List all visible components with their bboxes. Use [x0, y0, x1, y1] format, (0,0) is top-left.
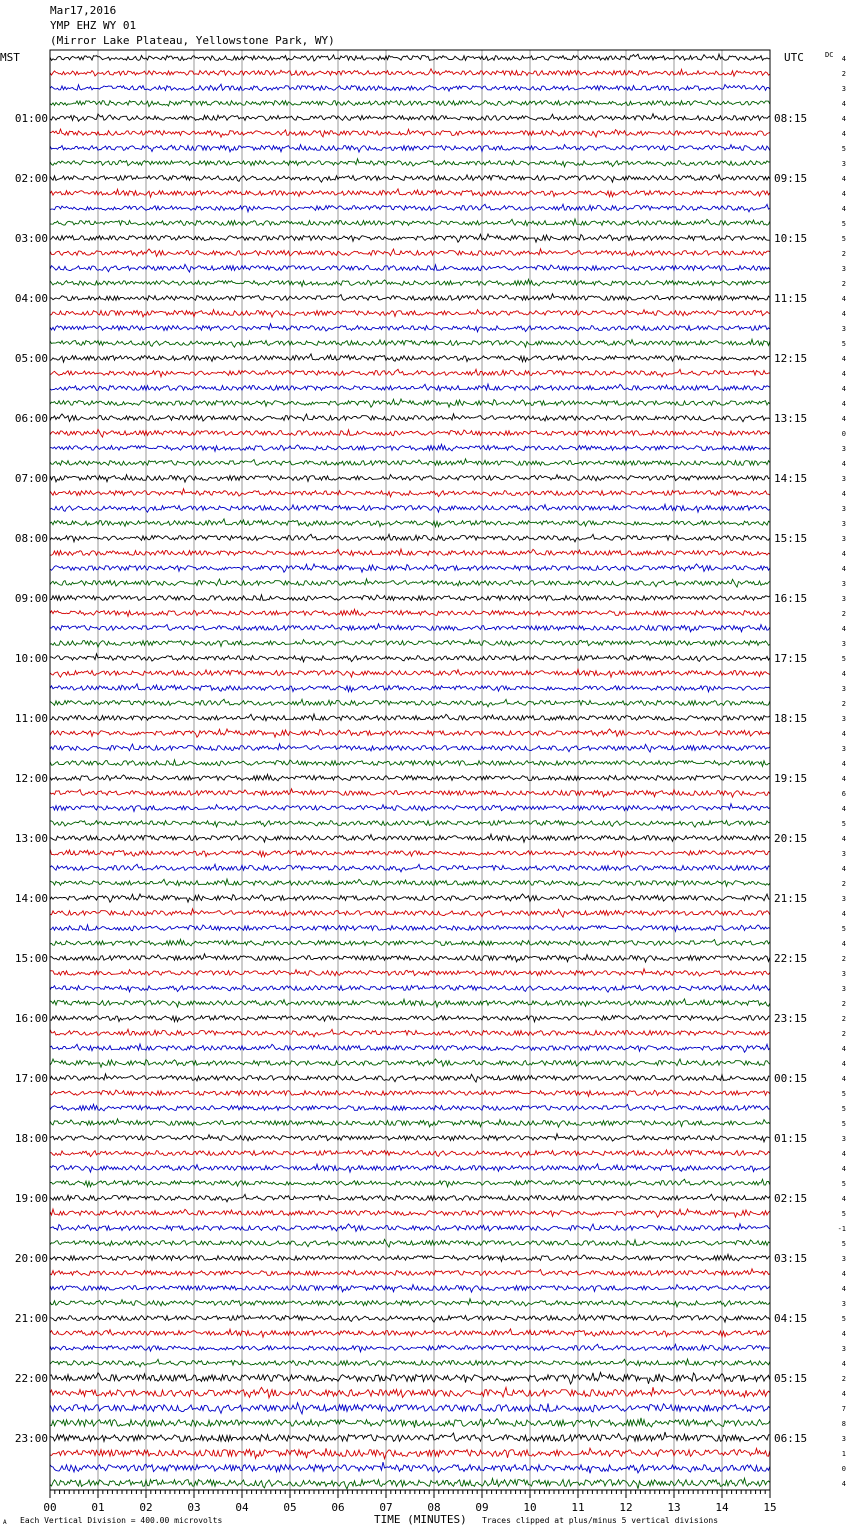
seismic-trace	[50, 1104, 770, 1111]
dc-offset-label: 4	[841, 1165, 846, 1173]
dc-offset-label: 4	[841, 295, 846, 303]
dc-label: DC	[825, 51, 834, 59]
seismic-trace	[50, 821, 770, 828]
dc-offset-label: 5	[841, 925, 846, 933]
mst-hour-label: 13:00	[14, 832, 48, 845]
mst-label: MST	[0, 51, 20, 64]
x-tick-label: 05	[283, 1501, 297, 1514]
dc-offset-label: 2	[841, 955, 846, 963]
mst-hour-label: 14:00	[14, 892, 48, 905]
dc-offset-label: 5	[841, 1210, 846, 1218]
seismic-trace	[50, 1359, 770, 1367]
dc-offset-label: 3	[841, 535, 846, 543]
mst-hour-label: 03:00	[14, 232, 48, 245]
seismic-trace	[50, 354, 770, 362]
dc-offset-label: 4	[841, 1075, 846, 1083]
seismic-trace	[50, 1179, 770, 1187]
header-station: YMP EHZ WY 01	[50, 19, 137, 32]
seismic-trace	[50, 384, 770, 391]
dc-offset-label: 3	[841, 505, 846, 513]
seismic-trace	[50, 101, 770, 107]
seismic-trace	[50, 549, 770, 556]
seismic-trace	[50, 669, 770, 677]
seismic-trace	[50, 849, 770, 857]
seismic-trace	[50, 1164, 770, 1172]
seismic-trace	[50, 969, 770, 976]
mst-hour-label: 10:00	[14, 652, 48, 665]
dc-offset-label: 6	[841, 790, 846, 798]
seismic-trace	[50, 219, 770, 226]
seismic-trace	[50, 774, 770, 781]
footer-small-mark: A	[3, 1519, 7, 1526]
x-tick-label: 09	[475, 1501, 489, 1514]
seismic-trace	[50, 234, 770, 242]
mst-hour-label: 01:00	[14, 112, 48, 125]
utc-hour-label: 05:15	[774, 1372, 808, 1385]
seismic-trace	[50, 459, 770, 466]
dc-offset-label: 4	[841, 205, 846, 213]
seismic-trace	[50, 609, 770, 616]
dc-offset-label: 2	[841, 1030, 846, 1038]
dc-offset-label: 3	[841, 895, 846, 903]
utc-hour-label: 17:15	[774, 652, 808, 665]
dc-offset-label: 4	[841, 370, 846, 378]
mst-hour-label: 06:00	[14, 412, 48, 425]
mst-hour-label: 09:00	[14, 592, 48, 605]
utc-hour-label: 00:15	[774, 1072, 808, 1085]
dc-offset-label: 4	[841, 1270, 846, 1278]
utc-label: UTC	[784, 51, 804, 64]
seismic-trace	[50, 369, 770, 377]
x-tick-label: 07	[379, 1501, 393, 1514]
mst-hour-label: 23:00	[14, 1432, 48, 1445]
seismic-trace	[50, 864, 770, 872]
mst-hour-label: 08:00	[14, 532, 48, 545]
dc-offset-label: 0	[841, 1465, 846, 1473]
clip-note: Traces clipped at plus/minus 5 vertical divisions	[482, 1516, 719, 1525]
seismic-trace	[50, 699, 770, 707]
mst-hour-label: 21:00	[14, 1312, 48, 1325]
utc-hour-label: 09:15	[774, 172, 808, 185]
dc-offset-label: 3	[841, 85, 846, 93]
dc-offset-label: 2	[841, 700, 846, 708]
seismic-trace	[50, 534, 770, 542]
seismic-trace	[50, 1462, 770, 1473]
dc-offset-label: 3	[841, 160, 846, 168]
x-tick-label: 12	[619, 1501, 633, 1514]
seismic-trace	[50, 1209, 770, 1217]
utc-hour-label: 21:15	[774, 892, 808, 905]
dc-offset-label: -1	[837, 1225, 846, 1233]
utc-hour-label: 18:15	[774, 712, 808, 725]
seismic-trace	[50, 1344, 770, 1352]
utc-hour-label: 08:15	[774, 112, 808, 125]
seismic-trace	[50, 1448, 770, 1459]
dc-offset-label: 3	[841, 445, 846, 453]
seismic-trace	[50, 159, 770, 167]
x-tick-label: 01	[91, 1501, 105, 1514]
seismic-trace	[50, 475, 770, 483]
scale-note: Each Vertical Division = 400.00 microvolts	[20, 1516, 223, 1525]
dc-offset-label: 4	[841, 1480, 846, 1488]
mst-hour-labels	[15, 112, 48, 1445]
seismic-trace	[50, 84, 770, 91]
dc-offset-label: 4	[841, 355, 846, 363]
seismic-trace	[50, 249, 770, 257]
seismic-trace	[50, 504, 770, 512]
seismic-trace	[50, 1329, 770, 1337]
seismic-trace	[50, 1254, 770, 1261]
seismic-trace	[50, 1194, 770, 1202]
dc-offset-label: 3	[841, 685, 846, 693]
dc-offset-label: 4	[841, 775, 846, 783]
mst-hour-label: 17:00	[14, 1072, 48, 1085]
header-date: Mar17,2016	[50, 4, 117, 17]
dc-offset-label: 5	[841, 1180, 846, 1188]
dc-offset-label: 3	[841, 970, 846, 978]
seismic-trace	[50, 999, 770, 1007]
dc-offset-label: 4	[841, 115, 846, 123]
dc-offset-label: 4	[841, 865, 846, 873]
seismic-trace	[50, 939, 770, 946]
seismic-trace	[50, 624, 770, 632]
dc-offset-label: 5	[841, 820, 846, 828]
seismic-trace	[50, 145, 770, 153]
dc-offset-label: 5	[841, 1315, 846, 1323]
mst-hour-label: 20:00	[14, 1252, 48, 1265]
dc-offset-label: 4	[841, 1360, 846, 1368]
dc-offset-label: 4	[841, 1330, 846, 1338]
seismic-trace	[50, 175, 770, 183]
seismic-trace	[50, 1299, 770, 1307]
utc-hour-labels	[774, 112, 807, 1445]
dc-offset-label: 4	[841, 670, 846, 678]
dc-offset-label: 2	[841, 280, 846, 288]
dc-offset-label: 2	[841, 1015, 846, 1023]
utc-hour-label: 02:15	[774, 1192, 808, 1205]
seismic-trace	[50, 189, 770, 197]
seismic-trace	[50, 954, 770, 962]
seismic-trace	[50, 1372, 770, 1384]
seismic-trace	[50, 744, 770, 752]
dc-offset-label: 4	[841, 835, 846, 843]
seismic-trace	[50, 294, 770, 301]
seismic-trace	[50, 595, 770, 601]
dc-offset-label: 3	[841, 745, 846, 753]
x-axis	[43, 1490, 776, 1514]
utc-hour-label: 06:15	[774, 1432, 808, 1445]
dc-offset-label: 2	[841, 1000, 846, 1008]
seismic-trace	[50, 1432, 770, 1441]
seismic-trace	[50, 1016, 770, 1022]
dc-offset-label: 4	[841, 1060, 846, 1068]
dc-offset-label: 4	[841, 1285, 846, 1293]
utc-hour-label: 16:15	[774, 592, 808, 605]
x-tick-label: 03	[187, 1501, 201, 1514]
x-tick-label: 04	[235, 1501, 249, 1514]
dc-offset-label: 3	[841, 595, 846, 603]
seismic-trace	[50, 339, 770, 347]
dc-offset-label: 8	[841, 1420, 846, 1428]
dc-offset-label: 5	[841, 1105, 846, 1113]
dc-offset-label: 0	[841, 430, 846, 438]
dc-offset-label: 5	[841, 1090, 846, 1098]
dc-offset-label: 3	[841, 985, 846, 993]
x-tick-label: 10	[523, 1501, 537, 1514]
dc-offset-label: 4	[841, 1195, 846, 1203]
seismic-trace	[50, 1403, 770, 1414]
seismic-trace	[50, 1090, 770, 1096]
dc-offset-label: 5	[841, 145, 846, 153]
dc-offset-label: 4	[841, 1045, 846, 1053]
dc-offset-label: 5	[841, 1120, 846, 1128]
seismic-trace	[50, 879, 770, 886]
x-tick-label: 15	[763, 1501, 777, 1514]
seismic-trace	[50, 204, 770, 212]
dc-offset-label: 3	[841, 1255, 846, 1263]
dc-offset-label: 4	[841, 1390, 846, 1398]
seismic-trace	[50, 894, 770, 902]
seismic-trace	[50, 985, 770, 992]
seismic-trace	[50, 414, 770, 422]
seismic-trace	[50, 1315, 770, 1322]
seismic-trace	[50, 909, 770, 917]
seismic-trace	[50, 1269, 770, 1276]
utc-hour-label: 23:15	[774, 1012, 808, 1025]
seismic-trace	[50, 1074, 770, 1082]
x-tick-label: 08	[427, 1501, 441, 1514]
utc-hour-label: 14:15	[774, 472, 808, 485]
dc-offset-label: 3	[841, 1345, 846, 1353]
dc-offset-label: 4	[841, 310, 846, 318]
dc-offset-label: 5	[841, 1240, 846, 1248]
seismic-trace	[50, 444, 770, 451]
dc-offset-label: 4	[841, 565, 846, 573]
utc-hour-label: 01:15	[774, 1132, 808, 1145]
seismic-trace	[50, 1150, 770, 1157]
utc-hour-label: 04:15	[774, 1312, 808, 1325]
seismic-trace	[50, 760, 770, 767]
mst-hour-label: 22:00	[14, 1372, 48, 1385]
seismic-trace	[50, 654, 770, 662]
dc-offset-label: 3	[841, 1435, 846, 1443]
dc-offset-label: 4	[841, 175, 846, 183]
dc-offset-label: 4	[841, 1150, 846, 1158]
seismic-trace	[50, 1387, 770, 1398]
utc-hour-label: 15:15	[774, 532, 808, 545]
seismic-trace	[50, 1224, 770, 1232]
dc-offset-label: 2	[841, 250, 846, 258]
seismic-trace	[50, 729, 770, 737]
x-tick-label: 14	[715, 1501, 729, 1514]
seismic-trace	[50, 519, 770, 527]
utc-hour-label: 11:15	[774, 292, 808, 305]
mst-hour-label: 07:00	[14, 472, 48, 485]
seismic-trace	[50, 640, 770, 648]
utc-hour-label: 19:15	[774, 772, 808, 785]
mst-hour-label: 04:00	[14, 292, 48, 305]
seismic-trace	[50, 1134, 770, 1142]
dc-offset-label: 2	[841, 70, 846, 78]
mst-hour-label: 05:00	[14, 352, 48, 365]
x-axis-title: TIME (MINUTES)	[374, 1513, 467, 1526]
dc-offset-label: 4	[841, 460, 846, 468]
seismic-trace	[50, 399, 770, 407]
seismic-trace	[50, 1119, 770, 1127]
utc-hour-label: 12:15	[774, 352, 808, 365]
seismic-trace	[50, 129, 770, 137]
utc-hour-label: 10:15	[774, 232, 808, 245]
dc-offset-label: 4	[841, 100, 846, 108]
dc-offset-label: 4	[841, 415, 846, 423]
seismic-trace	[50, 429, 770, 437]
dc-offset-label: 5	[841, 220, 846, 228]
x-tick-label: 00	[43, 1501, 57, 1514]
dc-offset-label: 3	[841, 1135, 846, 1143]
seismic-trace	[50, 1478, 770, 1489]
dc-offset-label: 3	[841, 850, 846, 858]
dc-offset-label: 3	[841, 1300, 846, 1308]
dc-offset-label: 7	[841, 1405, 846, 1413]
dc-offset-label: 4	[841, 385, 846, 393]
dc-offset-label: 2	[841, 610, 846, 618]
seismic-trace	[50, 579, 770, 587]
seismic-trace	[50, 1044, 770, 1052]
seismic-trace	[50, 324, 770, 332]
seismic-trace	[50, 925, 770, 932]
dc-offset-label: 3	[841, 580, 846, 588]
mst-hour-label: 19:00	[14, 1192, 48, 1205]
dc-offset-label: 3	[841, 520, 846, 528]
dc-offset-label: 4	[841, 940, 846, 948]
mst-hour-label: 11:00	[14, 712, 48, 725]
mst-hour-label: 12:00	[14, 772, 48, 785]
x-tick-label: 11	[571, 1501, 585, 1514]
dc-offset-label: 3	[841, 265, 846, 273]
seismic-trace	[50, 1239, 770, 1247]
dc-offset-label: 4	[841, 730, 846, 738]
seismic-trace	[50, 804, 770, 812]
dc-offset-label: 4	[841, 55, 846, 63]
dc-offset-label: 4	[841, 130, 846, 138]
seismic-trace	[50, 834, 770, 842]
dc-offset-label: 2	[841, 1375, 846, 1383]
dc-offset-label: 4	[841, 910, 846, 918]
seismic-trace	[50, 54, 770, 61]
seismic-trace	[50, 684, 770, 692]
seismic-trace	[50, 789, 770, 797]
dc-offset-label: 3	[841, 325, 846, 333]
seismic-trace	[50, 564, 770, 572]
dc-offset-label: 5	[841, 235, 846, 243]
dc-offset-labels	[838, 55, 846, 1488]
dc-offset-label: 4	[841, 400, 846, 408]
mst-hour-label: 15:00	[14, 952, 48, 965]
seismic-trace	[50, 489, 770, 497]
dc-offset-label: 5	[841, 340, 846, 348]
seismic-trace	[50, 1059, 770, 1067]
dc-offset-label: 4	[841, 490, 846, 498]
seismic-trace	[50, 1029, 770, 1037]
x-tick-label: 06	[331, 1501, 345, 1514]
seismic-trace	[50, 264, 770, 272]
utc-hour-label: 03:15	[774, 1252, 808, 1265]
x-tick-label: 13	[667, 1501, 681, 1514]
dc-offset-label: 3	[841, 715, 846, 723]
utc-hour-label: 13:15	[774, 412, 808, 425]
utc-hour-label: 20:15	[774, 832, 808, 845]
utc-hour-label: 22:15	[774, 952, 808, 965]
dc-offset-label: 2	[841, 880, 846, 888]
dc-offset-label: 4	[841, 550, 846, 558]
dc-offset-label: 4	[841, 760, 846, 768]
dc-offset-label: 3	[841, 475, 846, 483]
seismic-trace	[50, 279, 770, 286]
dc-offset-label: 5	[841, 655, 846, 663]
seismic-trace	[50, 69, 770, 76]
mst-hour-label: 16:00	[14, 1012, 48, 1025]
seismic-traces	[50, 54, 770, 1489]
seismic-trace	[50, 1285, 770, 1293]
header-location: (Mirror Lake Plateau, Yellowstone Park, WY)	[50, 34, 335, 47]
dc-offset-label: 4	[841, 190, 846, 198]
mst-hour-label: 02:00	[14, 172, 48, 185]
mst-hour-label: 18:00	[14, 1132, 48, 1145]
seismic-trace	[50, 1418, 770, 1428]
seismic-trace	[50, 310, 770, 318]
seismic-trace	[50, 114, 770, 122]
dc-offset-label: 1	[841, 1450, 846, 1458]
x-tick-label: 02	[139, 1501, 153, 1514]
dc-offset-label: 4	[841, 805, 846, 813]
dc-offset-label: 3	[841, 640, 846, 648]
seismic-trace	[50, 714, 770, 721]
dc-offset-label: 4	[841, 625, 846, 633]
